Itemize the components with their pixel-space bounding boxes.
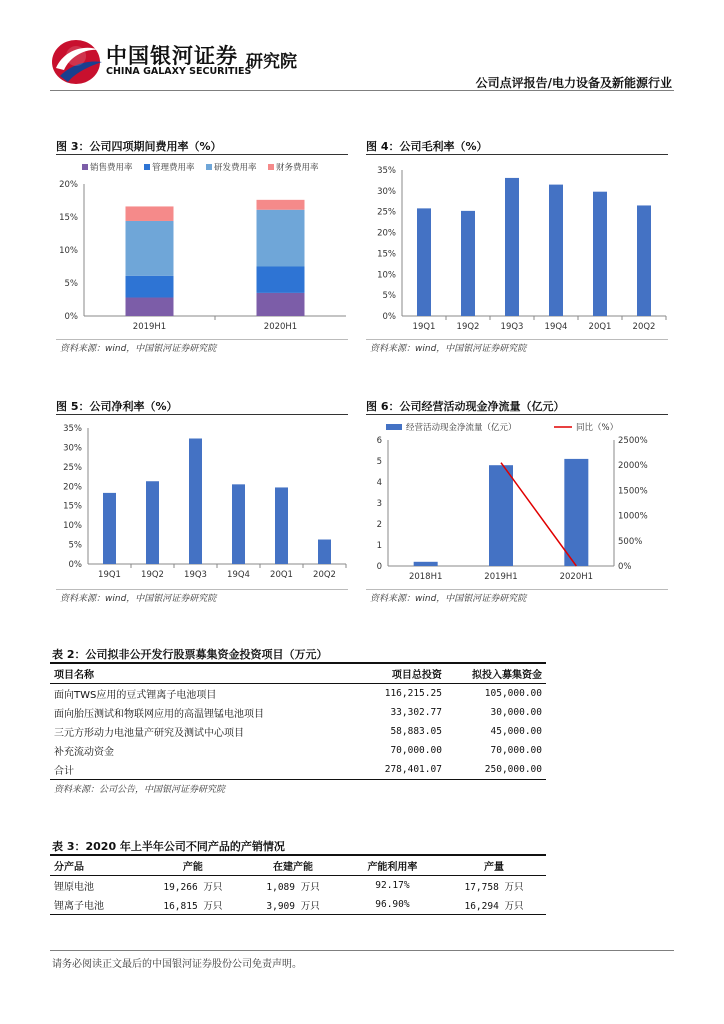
fig3-ytick-label: 0% [64,312,78,322]
table-row [50,876,546,896]
table-row [50,760,546,780]
fig5-xtick-label: 19Q2 [141,570,164,580]
table3-header-cell: 分产品 [54,862,84,873]
fig5-ytick-label: 5% [68,540,82,551]
table-cell: 补充流动资金 [54,747,114,758]
fig6-source-rule [366,589,668,590]
table3-header-cell: 在建产能 [273,862,314,873]
fig6-legend-label: 经营活动现金净流量（亿元） [406,423,517,433]
fig3-chart [56,156,350,338]
fig3-legend-swatch [268,164,274,170]
fig6-y2tick-label: 500% [618,536,643,547]
fig4-ytick-label: 30% [377,186,396,197]
fig6-source: 资料来源：wind，中国银河证券研究院 [370,594,527,604]
table-row [50,895,546,915]
fig5-ytick-label: 25% [63,462,82,473]
table-cell: 33,302.77 [390,707,442,718]
fig3-bar-segment [126,221,174,276]
fig5-bar [103,493,116,564]
fig3-source-rule [56,339,348,340]
fig4-ytick-label: 5% [382,291,396,302]
fig6-ytick-label: 3 [376,499,382,509]
fig6-title: 图 6：公司经营活动现金净流量（亿元） [366,400,565,413]
fig4-title: 图 4：公司毛利率（%） [366,140,488,153]
footer-disclaimer: 请务必阅读正文最后的中国银河证券股份公司免责声明。 [52,959,302,970]
table2-title: 表 2：公司拟非公开发行股票募集资金投资项目（万元） [52,648,328,661]
fig3-xtick-label: 2020H1 [263,322,298,332]
table-cell: 58,883.05 [390,726,442,737]
fig4-bar [637,205,651,316]
fig5-bar [146,481,159,564]
table-cell: 92.17% [375,880,410,891]
table3 [50,856,546,915]
fig4-title-rule [366,154,668,155]
table2-header-cell: 项目名称 [54,670,94,681]
fig5-source: 资料来源：wind，中国银河证券研究院 [60,594,217,604]
table-row [50,741,546,760]
fig5-chart [56,416,350,588]
fig6-bar [489,465,513,566]
fig6-legend-label: 同比（%） [576,423,619,433]
fig6-xtick-label: 2020H1 [559,572,594,582]
fig5-ytick-label: 10% [63,521,82,532]
table-cell: 面向TWS应用的豆式锂离子电池项目 [54,690,217,701]
fig3-bar-segment [126,206,174,221]
table-cell: 70,000.00 [390,745,442,756]
table2 [50,664,546,780]
fig5-xtick-label: 20Q2 [313,570,336,580]
fig4-ytick-label: 0% [382,312,396,322]
table-cell: 三元方形动力电池量产研究及测试中心项目 [54,728,244,739]
fig4-ytick-label: 25% [377,207,396,218]
table-cell: 116,215.25 [384,688,442,699]
fig3-bar-segment [257,293,305,316]
fig4-source-rule [366,339,668,340]
fig5-bar [232,484,245,564]
galaxy-logo-icon [50,36,106,88]
header-divider [50,90,674,91]
fig6-ytick-label: 2 [376,520,382,530]
fig6-ytick-label: 1 [376,541,382,551]
fig4-source: 资料来源：wind，中国银河证券研究院 [370,344,527,354]
fig5-ytick-label: 30% [63,443,82,454]
fig5-source-rule [56,589,348,590]
fig6-title-rule [366,414,668,415]
fig3-bar-segment [257,200,305,210]
fig3-title-rule [56,154,348,155]
fig3-ytick-label: 15% [59,213,78,223]
table-cell: 105,000.00 [484,688,542,699]
fig4-chart [366,156,670,338]
table-row [50,684,546,704]
fig4-ytick-label: 35% [377,166,396,176]
table-row [50,722,546,741]
fig5-xtick-label: 19Q4 [227,570,250,580]
fig6-y2tick-label: 0% [618,562,632,572]
table3-title: 表 3：2020 年上半年公司不同产品的产销情况 [52,840,285,853]
fig3-legend-label: 研发费用率 [214,163,257,173]
table3-header-cell: 产能利用率 [367,862,418,873]
fig3-legend-swatch [144,164,150,170]
table2-header-row [50,664,546,684]
fig5-xtick-label: 20Q1 [270,570,293,580]
fig6-chart [366,416,670,588]
table2-source: 资料来源：公司公告，中国银河证券研究院 [54,785,226,795]
table-cell: 96.90% [375,899,410,910]
fig3-legend-label: 管理费用率 [152,163,195,173]
fig3-ytick-label: 5% [64,279,78,289]
fig5-title: 图 5：公司净利率（%） [56,400,178,413]
fig6-bar [414,562,438,566]
fig6-ytick-label: 4 [376,478,382,488]
fig4-xtick-label: 19Q4 [544,322,568,332]
fig3-ytick-label: 20% [59,180,78,190]
fig6-ytick-label: 6 [376,436,382,446]
fig3-legend-swatch [206,164,212,170]
table-cell: 1,089 万只 [266,881,320,893]
report-type: 公司点评报告/电力设备及新能源行业 [475,76,672,90]
footer-divider [50,950,674,951]
fig4-xtick-label: 19Q3 [500,322,524,332]
table2-header-cell: 拟投入募集资金 [472,670,542,681]
fig3-bar-segment [126,298,174,316]
fig6-y2tick-label: 1500% [618,486,648,497]
fig5-title-rule [56,414,348,415]
fig5-ytick-label: 0% [68,560,82,570]
fig5-bar [189,438,202,564]
table-cell: 锂原电池 [54,882,94,893]
fig3-legend-label: 销售费用率 [90,163,133,173]
fig4-ytick-label: 10% [377,270,396,281]
fig5-ytick-label: 35% [63,424,82,434]
table-cell: 17,758 万只 [464,881,524,893]
table3-header-cell: 产量 [483,862,504,873]
fig6-legend-swatch [386,424,402,430]
table-cell: 250,000.00 [484,764,542,775]
fig4-ytick-label: 20% [377,228,396,239]
fig3-legend-swatch [82,164,88,170]
fig4-bar [417,208,431,316]
fig5-xtick-label: 19Q1 [98,570,121,580]
fig6-xtick-label: 2018H1 [408,572,443,582]
fig4-bar [549,185,563,316]
fig4-xtick-label: 19Q1 [412,322,436,332]
table-cell: 30,000.00 [490,707,542,718]
fig6-y2tick-label: 2500% [618,436,648,446]
company-name-en: CHINA GALAXY SECURITIES [106,66,252,77]
table-cell: 45,000.00 [490,726,542,737]
table-cell: 锂离子电池 [54,901,104,912]
table3-header-row [50,856,546,876]
fig3-ytick-label: 10% [59,246,78,256]
table3-header-cell: 产能 [182,862,203,873]
fig4-xtick-label: 20Q2 [632,322,656,332]
fig3-legend-label: 财务费用率 [276,163,319,173]
fig3-bar-segment [257,267,305,293]
fig6-y2tick-label: 2000% [618,461,648,472]
table-cell: 16,294 万只 [464,900,524,912]
table-row [50,703,546,722]
fig3-xtick-label: 2019H1 [132,322,167,332]
fig6-xtick-label: 2019H1 [484,572,518,582]
fig4-bar [593,192,607,316]
fig4-ytick-label: 15% [377,249,396,260]
table-cell: 3,909 万只 [266,900,320,912]
table-cell: 合计 [54,766,74,777]
fig4-xtick-label: 20Q1 [588,322,612,332]
fig5-bar [275,487,288,564]
table-cell: 278,401.07 [384,764,442,775]
fig6-ytick-label: 0 [376,562,382,572]
table-cell: 面向胎压测试和物联网应用的高温锂锰电池项目 [54,709,264,720]
fig4-bar [505,178,519,316]
fig5-ytick-label: 15% [63,501,82,512]
fig6-y2tick-label: 1000% [618,511,648,522]
fig5-bar [318,540,331,564]
fig6-bar [564,459,588,566]
table-cell: 16,815 万只 [163,900,223,912]
table-cell: 19,266 万只 [163,881,223,893]
fig5-xtick-label: 19Q3 [184,570,207,580]
fig3-title: 图 3：公司四项期间费用率（%） [56,140,222,153]
fig4-xtick-label: 19Q2 [456,322,480,332]
table2-header-cell: 项目总投资 [391,670,442,681]
fig3-source: 资料来源：wind，中国银河证券研究院 [60,344,217,354]
fig3-bar-segment [257,210,305,267]
fig6-ytick-label: 5 [376,457,382,467]
fig5-ytick-label: 20% [63,482,82,493]
company-name-cn: 中国银河证券 [106,44,238,68]
fig4-bar [461,211,475,316]
fig3-bar-segment [126,276,174,298]
institute-label: 研究院 [246,52,297,72]
table-cell: 70,000.00 [490,745,542,756]
